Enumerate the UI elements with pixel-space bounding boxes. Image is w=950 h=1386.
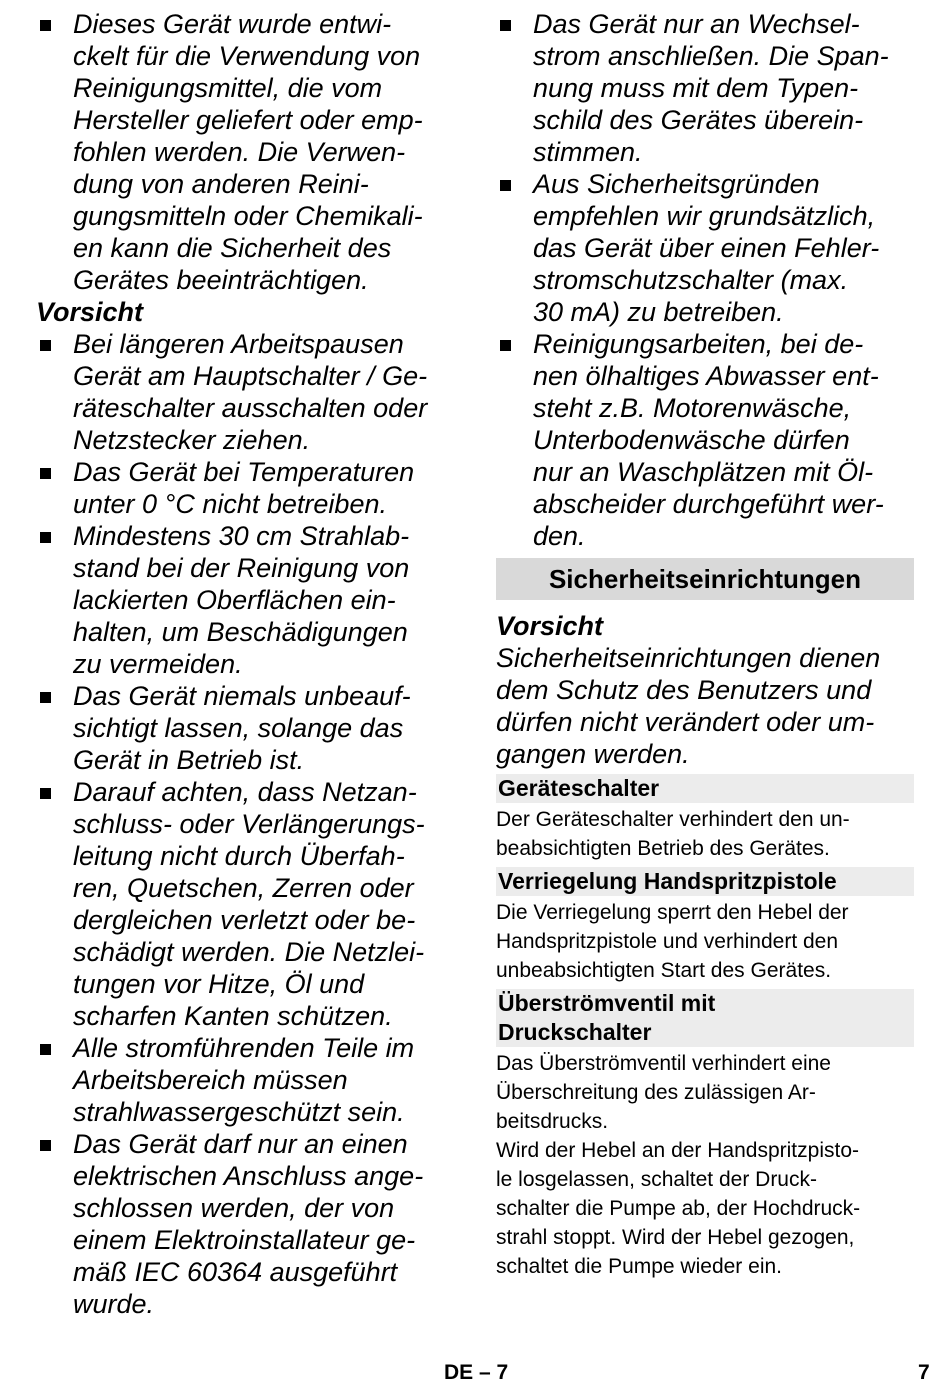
list-item: Das Gerät niemals unbeauf- sichtigt lassen, solange das Gerät in Betrieb ist. [36,680,456,776]
paragraph-pressure-switch: Wird der Hebel an der Handspritzpisto- le losgelassen, schaltet der Druck- schalter die Pumpe ab, der Hochdruck- strahl stoppt. Wird der Hebel gezogen, schaltet die Pumpe wieder ein. [496,1139,861,1278]
bullet-list-electrical [496,8,914,552]
footer-label: DE – 7 [444,1361,509,1384]
paragraph-overflow-valve: Das Überströmventil verhindert eine Überschreitung des zulässigen Ar- beitsdrucks. [496,1052,831,1133]
caution-heading: Vorsicht [36,297,144,327]
list-item: Aus Sicherheitsgründen empfehlen wir grundsätzlich, das Gerät über einen Fehler- stromschutzschalter (max. 30 mA) zu betreiben. [496,168,914,328]
subheading-overflow-valve: Überströmventil mit Druckschalter [496,989,914,1047]
subheading-gun-lock: Verriegelung Handspritzpistole [496,867,914,896]
bullet-list-intro [36,8,456,296]
page-number: 7 [918,1361,930,1384]
list-item: Bei längeren Arbeitspausen Gerät am Hauptschalter / Ge- räteschalter ausschalten oder Netzstecker ziehen. [36,328,456,456]
list-item: Das Gerät bei Temperaturen unter 0 °C nicht betreiben. [36,456,456,520]
left-column [36,8,456,1320]
list-item: Das Gerät darf nur an einen elektrischen Anschluss ange- schlossen werden, der von einem Elektroinstallateur ge- mäß IEC 60364 ausgeführt wurde. [36,1128,456,1320]
caution-paragraph: Sicherheitseinrichtungen dienen dem Schutz des Benutzers und dürfen nicht verändert oder um- gangen werden. [496,643,881,769]
subheading-device-switch: Geräteschalter [496,774,914,803]
paragraph-device-switch: Der Geräteschalter verhindert den un- beabsichtigten Betrieb des Gerätes. [496,808,850,860]
list-item: Mindestens 30 cm Strahlab- stand bei der Reinigung von lackierten Oberflächen ein- halten, um Beschädigungen zu vermeiden. [36,520,456,680]
list-item: Darauf achten, dass Netzan- schluss- oder Verlängerungs- leitung nicht durch Überfah- ren, Quetschen, Zerren oder dergleichen verletzt oder be- schädigt werden. Die Netzlei- tungen vor Hitze, Öl und scharfen Kanten schützen. [36,776,456,1032]
list-item: Dieses Gerät wurde entwi- ckelt für die Verwendung von Reinigungsmittel, die vom Hersteller geliefert oder emp- fohlen werden. Die Verwen- dung von anderen Reini- gungsmitteln oder Chemikali- en kann die Sicherheit des Gerätes beeinträchtigen. [36,8,456,296]
list-item: Das Gerät nur an Wechsel- strom anschließen. Die Span- nung muss mit dem Typen- schild des Gerätes überein- stimmen. [496,8,914,168]
caution-heading: Vorsicht [496,611,604,641]
right-column [496,8,914,1285]
list-item: Alle stromführenden Teile im Arbeitsbereich müssen strahlwassergeschützt sein. [36,1032,456,1128]
list-item: Reinigungsarbeiten, bei de- nen ölhaltiges Abwasser ent- steht z.B. Motorenwäsche, Unterbodenwäsche dürfen nur an Waschplätzen mit Öl- abscheider durchgeführt wer- den. [496,328,914,552]
bullet-list-caution [36,328,456,1320]
section-heading-safety-devices: Sicherheitseinrichtungen [496,558,914,600]
paragraph-gun-lock: Die Verriegelung sperrt den Hebel der Handspritzpistole und verhindert den unbeabsichtigten Start des Gerätes. [496,901,849,982]
